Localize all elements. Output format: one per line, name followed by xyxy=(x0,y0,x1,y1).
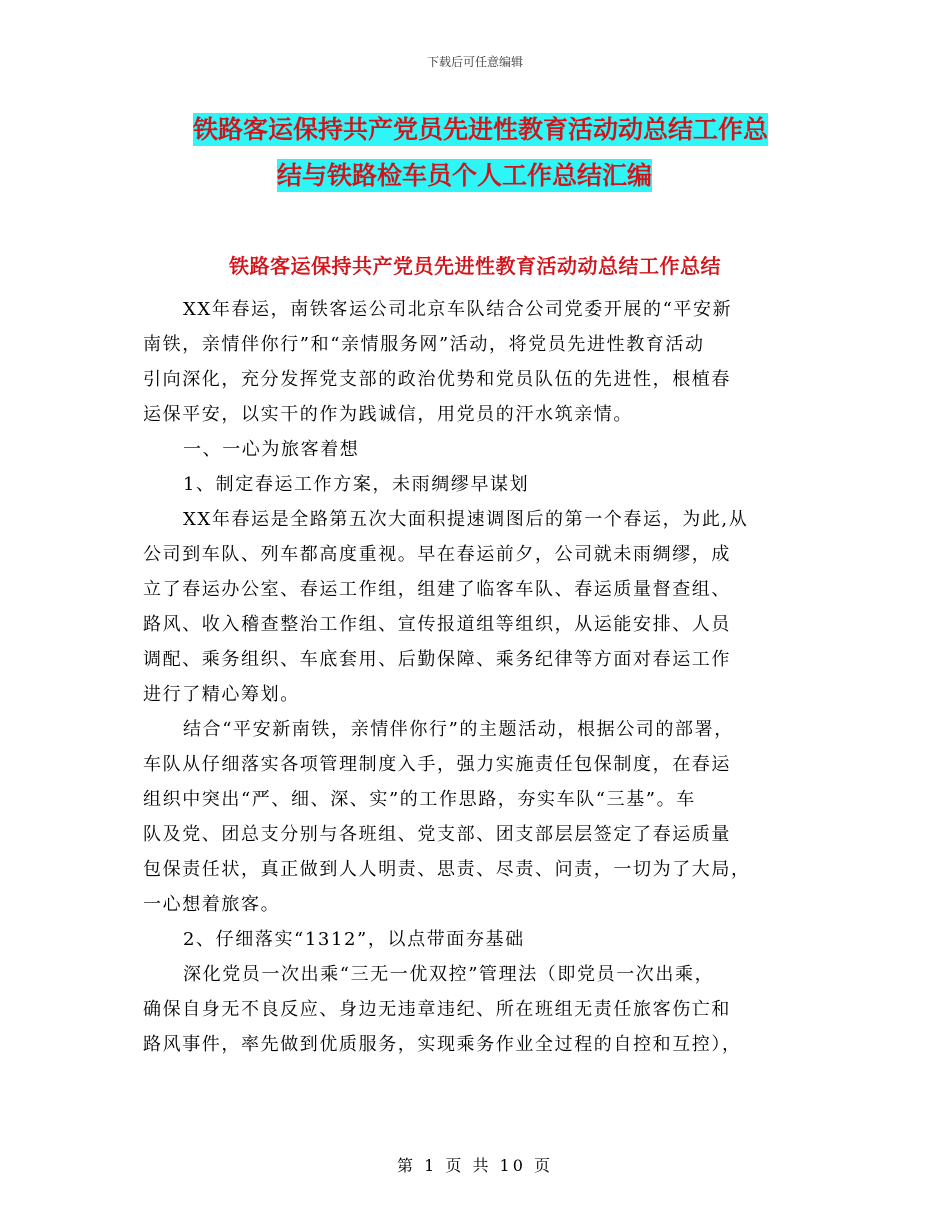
paragraph-line: XX年春运，南铁客运公司北京车队结合公司党委开展的“平安新 xyxy=(183,299,733,320)
page-footer: 第 1 页 共 10 页 xyxy=(397,1156,553,1175)
paragraph-line: 包保责任状，真正做到人人明责、思责、尽责、问责，一切为了大局， xyxy=(143,859,751,880)
document-title-line-2 xyxy=(277,157,937,195)
paragraph-line: 引向深化，充分发挥党支部的政治优势和党员队伍的先进性，根植春 xyxy=(143,369,731,390)
paragraph-line: 结合“平安新南铁，亲情伴你行”的主题活动，根据公司的部署， xyxy=(183,719,734,740)
paragraph-line: 路风、收入稽查整治工作组、宣传报道组等组织，从运能安排、人员 xyxy=(143,614,731,635)
title-highlight-2: 结与铁路检车员个人工作总结汇编 xyxy=(277,161,653,190)
paragraph-line: 进行了精心筹划。 xyxy=(143,684,300,705)
heading-line: 2、仔细落实“1312”，以点带面夯基础 xyxy=(183,929,525,950)
document-title-line-1 xyxy=(193,111,853,149)
body-text xyxy=(143,292,813,1062)
section-title: 铁路客运保持共产党员先进性教育活动动总结工作总结 xyxy=(229,254,721,278)
paragraph-line: 调配、乘务组织、车底套用、后勤保障、乘务纪律等方面对春运工作 xyxy=(143,649,731,670)
page-header: 下载后可任意编辑 xyxy=(426,55,523,69)
heading-line: 一、一心为旅客着想 xyxy=(183,439,360,460)
paragraph-line: 一心想着旅客。 xyxy=(143,894,281,915)
paragraph-line: 组织中突出“严、细、深、实”的工作思路，夯实车队“三基”。车 xyxy=(143,789,696,810)
paragraph-line: 深化党员一次出乘“三无一优双控”管理法（即党员一次出乘， xyxy=(183,964,715,985)
paragraph-line: 公司到车队、列车都高度重视。早在春运前夕，公司就未雨绸缪，成 xyxy=(143,544,731,565)
heading-line: 1、制定春运工作方案，未雨绸缪早谋划 xyxy=(183,474,530,495)
paragraph-line: 立了春运办公室、春运工作组，组建了临客车队、春运质量督查组、 xyxy=(143,579,731,600)
paragraph-line: XX年春运是全路第五次大面积提速调图后的第一个春运，为此,从 xyxy=(183,509,749,530)
paragraph-line: 运保平安，以实干的作为践诚信，用党员的汗水筑亲情。 xyxy=(143,404,633,425)
title-highlight-1: 铁路客运保持共产党员先进性教育活动动总结工作总 xyxy=(193,115,769,144)
paragraph-line: 确保自身无不良反应、身边无违章违纪、所在班组无责任旅客伤亡和 xyxy=(143,999,731,1020)
paragraph-line: 队及党、团总支分别与各班组、党支部、团支部层层签定了春运质量 xyxy=(143,824,731,845)
paragraph-line: 车队从仔细落实各项管理制度入手，强力实施责任包保制度，在春运 xyxy=(143,754,731,775)
paragraph-line: 南铁，亲情伴你行”和“亲情服务网”活动，将党员先进性教育活动 xyxy=(143,334,705,355)
paragraph-line: 路风事件，率先做到优质服务，实现乘务作业全过程的自控和互控）， xyxy=(143,1034,742,1055)
